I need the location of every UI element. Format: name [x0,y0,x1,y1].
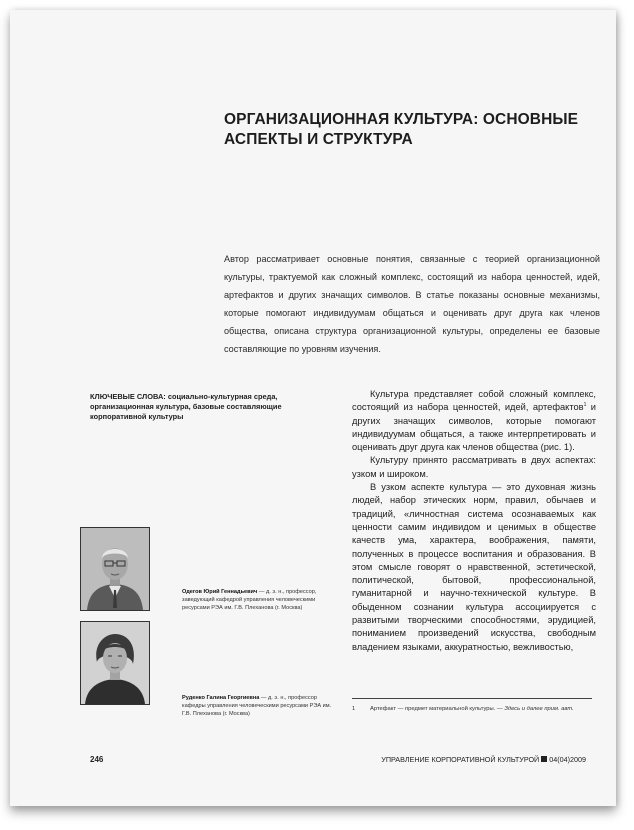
author-photo-2 [80,621,150,705]
journal-footer [381,755,586,764]
journal-issue: 04(04)2009 [549,755,586,764]
article-abstract: Автор рассматривает основные понятия, связанные с теорией организационной культуры, трактуемой как сложный комплекс, состоящий из набора ценностей, идей, артефактов и других значащих символов. В статье показаны основные механизмы, которые помогают индивидуумам общаться и оценивать друг друга как членов общества, описана структура организационной культуры, определены ее базовые составляющие по уровням изучения. [224,254,600,354]
author-name-1: Одегов Юрий Геннадьевич [182,589,258,595]
journal-page [10,10,616,806]
keywords-text: социально-культурная среда, организационная культура, базовые составляющие корпоративной культуры [90,392,282,421]
author-photo-1 [80,527,150,611]
footnote-note: Здесь и далее прим. авт. [504,706,574,712]
footnote-text: Артефакт — предмет материальной культуры. — [370,706,505,712]
author-caption-2 [182,694,332,718]
author-name-2: Руденко Галина Георгиевна [182,695,260,701]
footnote-divider [352,698,592,699]
body-paragraph-1-text-b: и других значащих символов, которые помогают индивидуумам общаться, а также интерпретировать и оценивать друг друга как членов общества (рис. 1). [352,402,597,453]
footnote-ref: 1 [583,402,587,409]
page-number: 246 [90,755,104,764]
body-paragraph-3: В узком аспекте культура — это духовная жизнь людей, набор этических норм, правил, обычаев и традиций, «личностная система осознаваемых как ценности самим индивидом и ценимых в обществе качеств ума, характера, воображения, памяти, полученных в процессе воспитания и образования. В этом смысле говорят о нравственной, эстетической, политической, бытовой, профессиональной, гуманитарной и научно-технической культуре. В обыденном сознании культура ассоциируется с развитыми творческими способностями, эрудицией, пониманием произведений искусства, свободным владением языками, аккуратностью, вежливостью, [352,482,596,652]
body-paragraph-1-text-a: Культура представляет собой сложный комплекс, состоящий из набора ценностей, идей, артефактов [352,389,596,413]
footnote-number: 1 [352,706,356,712]
keywords-block [90,392,322,422]
keywords-label: КЛЮЧЕВЫЕ СЛОВА: [90,392,166,401]
author-caption-1 [182,588,332,612]
author-portrait-male [81,528,149,610]
body-paragraph-1 [352,388,596,454]
article-title: ОРГАНИЗАЦИОННАЯ КУЛЬТУРА: ОСНОВНЫЕ АСПЕКТЫ И СТРУКТУРА [224,111,579,148]
author-bio-1: — д. э. н., профессор, заведующий кафедрой управления человеческими ресурсами РЭА им. Г.В. Плеханова (г. Москва) [182,589,317,611]
square-bullet-icon [541,756,547,762]
author-bio-2: — д. э. н., профессор кафедры управления человеческими ресурсами РЭА им. Г.В. Плеханова (г. Москва) [182,695,332,717]
author-portrait-female [81,622,149,704]
body-paragraph-2: Культуру принято рассматривать в двух аспектах: узком и широком. [352,455,596,479]
footnote [352,705,596,713]
journal-title: УПРАВЛЕНИЕ КОРПОРАТИВНОЙ КУЛЬТУРОЙ [381,755,540,764]
article-body [352,388,596,654]
